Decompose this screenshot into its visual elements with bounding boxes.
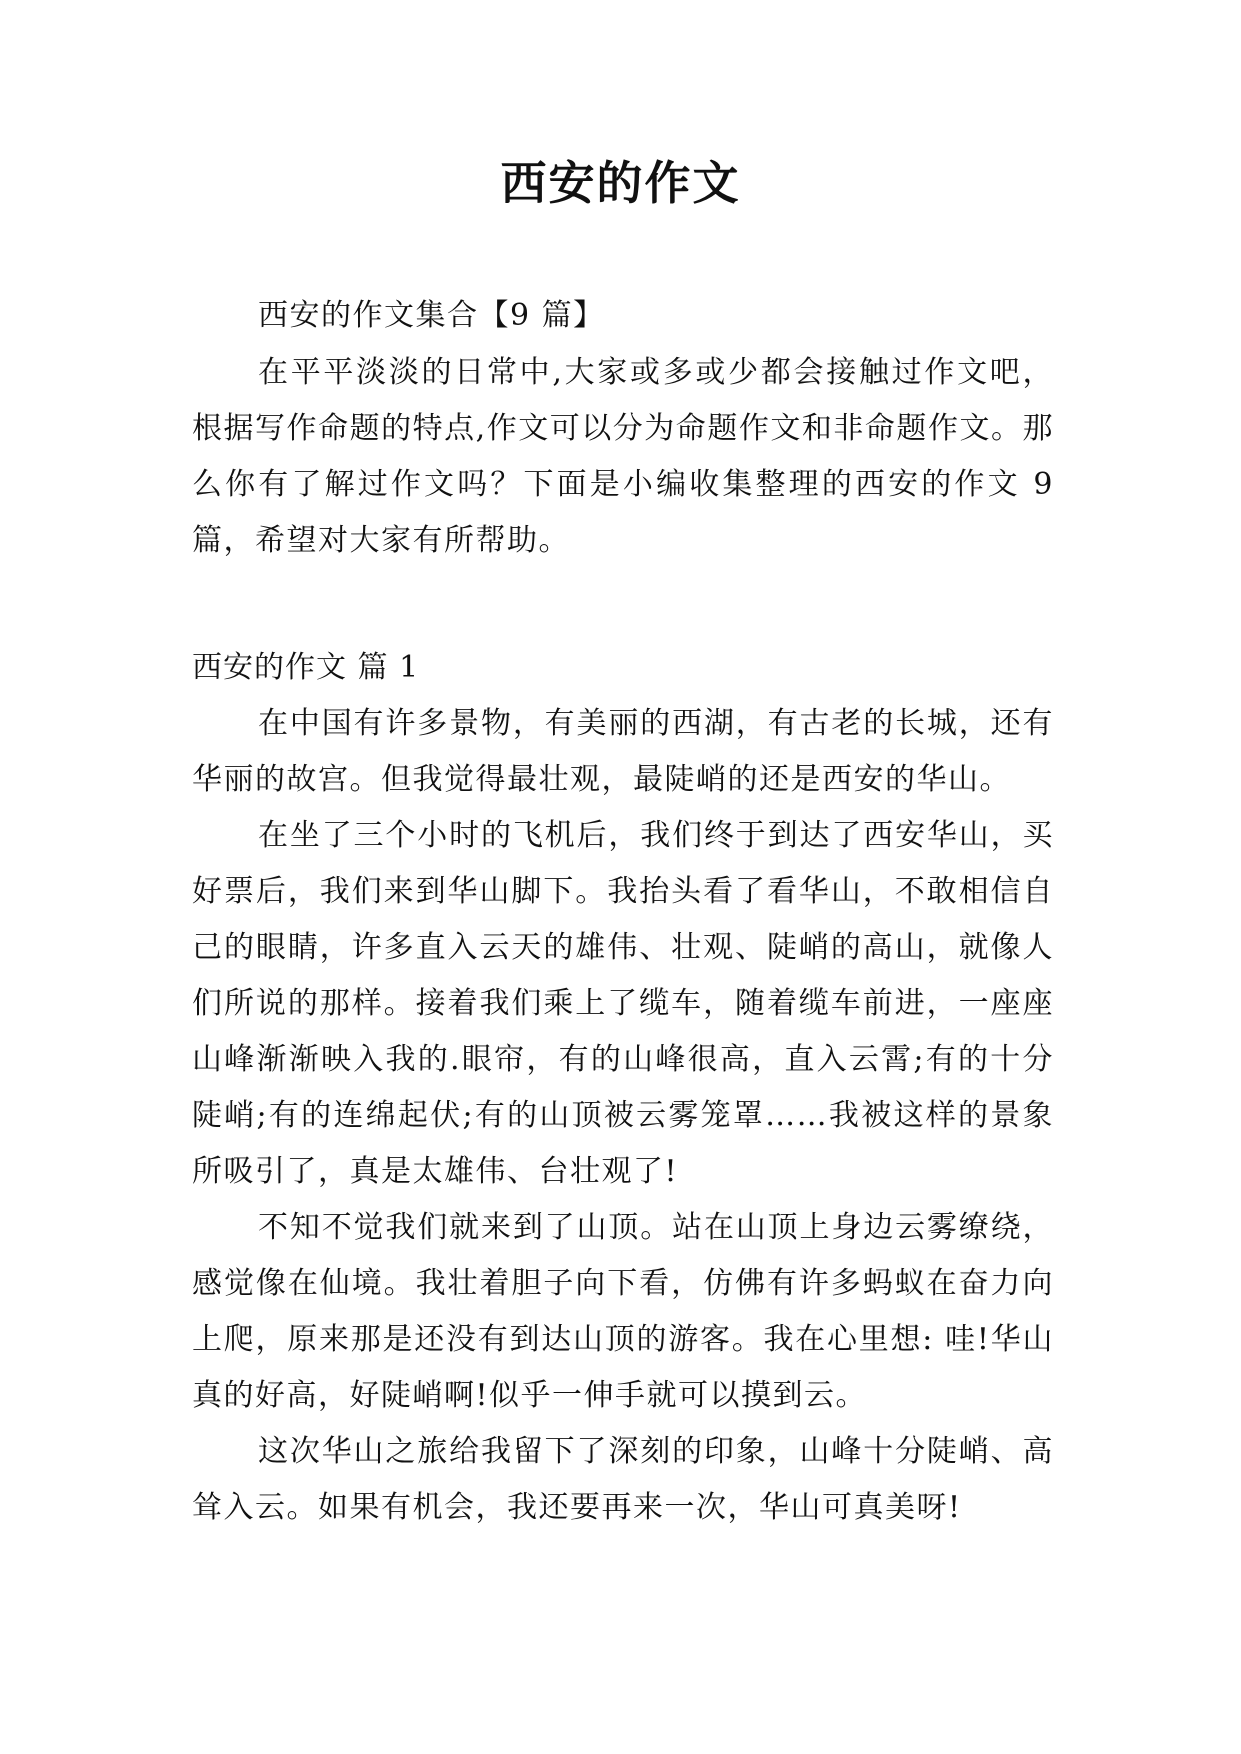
section-paragraph: 不知不觉我们就来到了山顶。站在山顶上身边云雾缭绕，感觉像在仙境。我壮着胆子向下看，仿佛有许多蚂蚁在奋力向上爬，原来那是还没有到达山顶的游客。我在心里想: 哇!华山真的好高，好陡峭啊!似乎一伸手就可以摸到云。 (192, 1210, 1054, 1413)
document-title: 西安的作文 (500, 156, 741, 210)
intro-paragraph: 在平平淡淡的日常中,大家或多或少都会接触过作文吧，根据写作命题的特点,作文可以分为命题作文和非命题作文。那么你有了解过作文吗？下面是小编收集整理的西安的作文 9 篇，希望对大家有所帮助。 (192, 355, 1054, 558)
essay-section (192, 640, 1054, 1536)
section-paragraph: 在坐了三个小时的飞机后，我们终于到达了西安华山，买好票后，我们来到华山脚下。我抬头看了看华山，不敢相信自己的眼睛，许多直入云天的雄伟、壮观、陡峭的高山，就像人们所说的那样。接着我们乘上了缆车，随着缆车前进，一座座山峰渐渐映入我的.眼帘，有的山峰很高，直入云霄;有的十分陡峭;有的连绵起伏;有的山顶被云雾笼罩……我被这样的景象所吸引了，真是太雄伟、台壮观了! (192, 818, 1054, 1189)
section-heading: 西安的作文 篇 1 (192, 650, 420, 685)
section-paragraph: 这次华山之旅给我留下了深刻的印象，山峰十分陡峭、高耸入云。如果有机会，我还要再来一次，华山可真美呀! (192, 1434, 1054, 1525)
document-subtitle: 西安的作文集合【9 篇】 (258, 298, 605, 333)
section-paragraph: 在中国有许多景物，有美丽的西湖，有古老的长城，还有华丽的故宫。但我觉得最壮观，最陡峭的还是西安的华山。 (192, 706, 1054, 797)
